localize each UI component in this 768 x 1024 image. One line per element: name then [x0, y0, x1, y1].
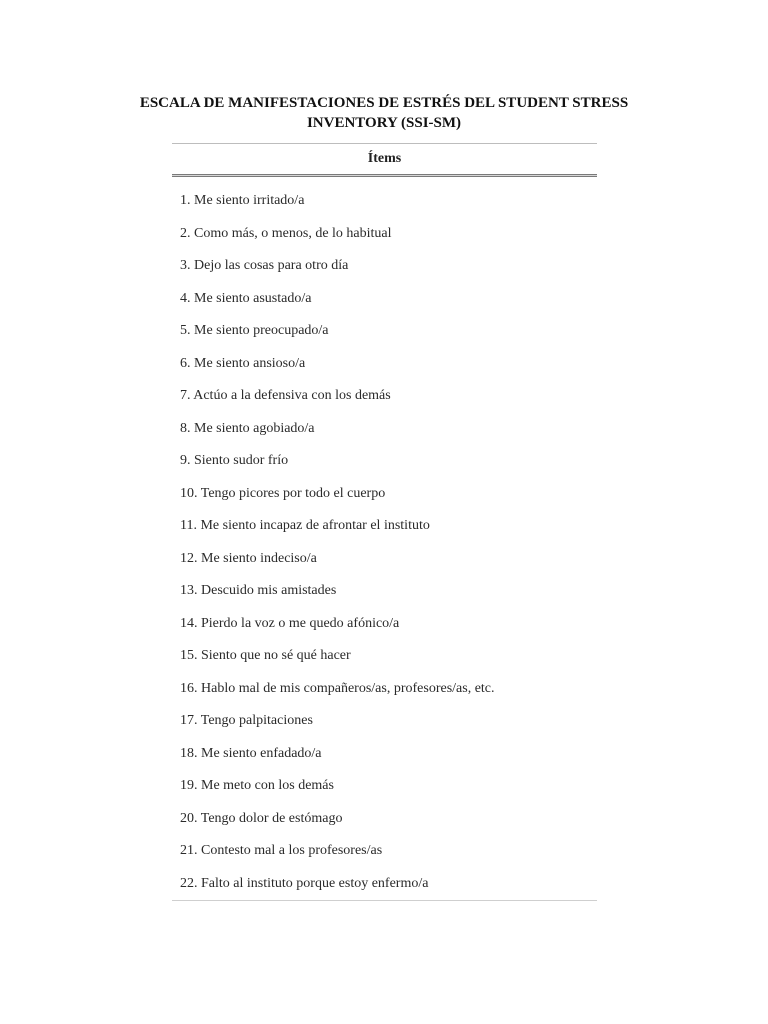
table-row: 20. Tengo dolor de estómago [180, 810, 343, 826]
table-bottom-rule [172, 900, 597, 901]
table-row: 12. Me siento indeciso/a [180, 550, 317, 566]
table-row: 13. Descuido mis amistades [180, 583, 337, 598]
table-row: 15. Siento que no sé qué hacer [180, 648, 351, 663]
table-row: 10. Tengo picores por todo el cuerpo [180, 485, 386, 501]
table-row: 2. Como más, o menos, de lo habitual [180, 225, 392, 241]
table-row: 8. Me siento agobiado/a [180, 420, 315, 436]
table-row: 4. Me siento asustado/a [180, 290, 312, 306]
table-row: 16. Hablo mal de mis compañeros/as, profesores/as, etc. [180, 680, 495, 696]
table-row: 18. Me siento enfadado/a [180, 745, 322, 761]
table-row: 17. Tengo palpitaciones [180, 713, 313, 728]
table-row: 5. Me siento preocupado/a [180, 323, 329, 338]
table-row: 22. Falto al instituto porque estoy enfermo/a [180, 875, 429, 891]
title-line-2: INVENTORY (SSI-SM) [306, 115, 462, 131]
title-line-1: ESCALA DE MANIFESTACIONES DE ESTRÉS DEL STUDENT STRESS [139, 95, 629, 111]
table-row: 11. Me siento incapaz de afrontar el instituto [180, 518, 430, 533]
table-row: 3. Dejo las cosas para otro día [180, 258, 349, 273]
document-title [100, 93, 668, 133]
item-list [172, 185, 597, 900]
table-header-rule [172, 174, 597, 177]
table-row: 1. Me siento irritado/a [180, 193, 305, 208]
table-row: 21. Contesto mal a los profesores/as [180, 843, 383, 858]
table-row: 19. Me meto con los demás [180, 778, 334, 793]
table-row: 6. Me siento ansioso/a [180, 355, 306, 371]
items-table [172, 143, 597, 901]
table-row: 7. Actúo a la defensiva con los demás [180, 388, 391, 403]
table-row: 9. Siento sudor frío [180, 453, 289, 468]
table-header: Ítems [367, 151, 402, 166]
table-row: 14. Pierdo la voz o me quedo afónico/a [180, 615, 400, 631]
